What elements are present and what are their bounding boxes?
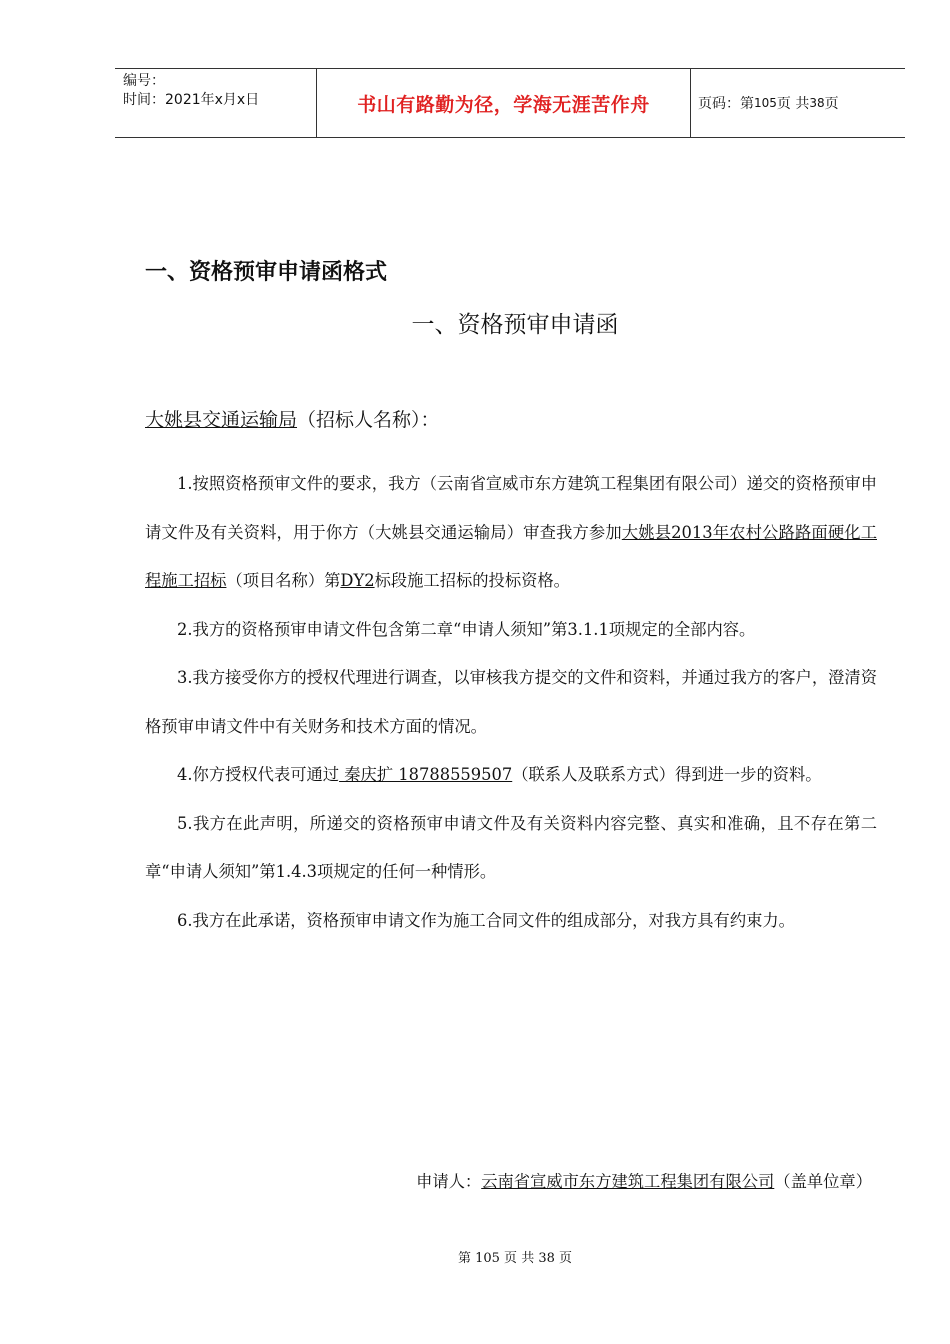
section-title: 一、资格预审申请函格式	[145, 260, 388, 285]
p1-text-a: 1.按照资格预审文件的要求，我方（云南省宣威市东方建筑工程集团有限公司）递交的资格预审申请文件及有关资料，用于你方（大姚县交通运输局）审查我方参加	[145, 474, 877, 542]
p1-text-c: 标段施工招标的投标资格。	[374, 571, 570, 590]
signature-company: 云南省宣威市东方建筑工程集团有限公司	[481, 1172, 775, 1191]
header-page-info	[690, 69, 913, 137]
page-current: 105	[754, 96, 777, 110]
header-motto-cell	[316, 69, 691, 137]
paragraph-6: 6.我方在此承诺，资格预审申请文作为施工合同文件的组成部分，对我方具有约束力。	[177, 910, 795, 930]
paragraph-4	[145, 751, 877, 800]
signature-label: 申请人：	[416, 1172, 482, 1191]
p4-text-a: 4.你方授权代表可通过	[177, 765, 340, 784]
signature-note: （盖单位章）	[774, 1172, 872, 1191]
letter-body	[145, 460, 877, 945]
header-meta	[115, 69, 323, 140]
paragraph-2: 2.我方的资格预审申请文件包含第二章“申请人须知”第3.1.1项规定的全部内容。	[177, 619, 756, 639]
project-name: 大姚县2013年农村公路路面硬化工程施工招标	[145, 522, 877, 590]
motto: 书山有路勤为径，学海无涯苦作舟	[357, 93, 650, 116]
page-suffix: 页	[824, 96, 839, 112]
page-header	[115, 68, 905, 138]
paragraph-1	[145, 460, 877, 606]
p4-text-b: （联系人及联系方式）得到进一步的资料。	[512, 765, 822, 784]
section-code: DY2	[340, 571, 375, 590]
addressee-note: （招标人名称）：	[297, 409, 440, 431]
addressee-name: 大姚县交通运输局	[145, 409, 298, 431]
page-mid: 页 共	[776, 96, 810, 112]
page-total: 38	[809, 96, 825, 110]
page-footer: 第 105 页 共 38 页	[457, 1251, 573, 1266]
addressee	[145, 405, 440, 432]
paragraph-3: 3.我方接受你方的授权代理进行调查，以审核我方提交的文件和资料，并通过我方的客户，澄清资格预审申请文件中有关财务和技术方面的情况。	[145, 668, 877, 736]
time-label: 时间：2021年x月x日	[123, 92, 260, 108]
contact-info: 秦庆扩 18788559507	[339, 765, 513, 784]
paragraph-5: 5.我方在此声明，所递交的资格预审申请文件及有关资料内容完整、真实和准确，且不存在第二章“申请人须知”第1.4.3项规定的任何一种情形。	[145, 813, 877, 881]
document-title: 一、资格预审申请函	[411, 312, 619, 338]
page-prefix: 页码：第	[698, 96, 754, 112]
code-label: 编号：	[123, 73, 165, 89]
signature-line	[416, 1168, 872, 1192]
p1-text-b: （项目名称）第	[226, 571, 341, 590]
